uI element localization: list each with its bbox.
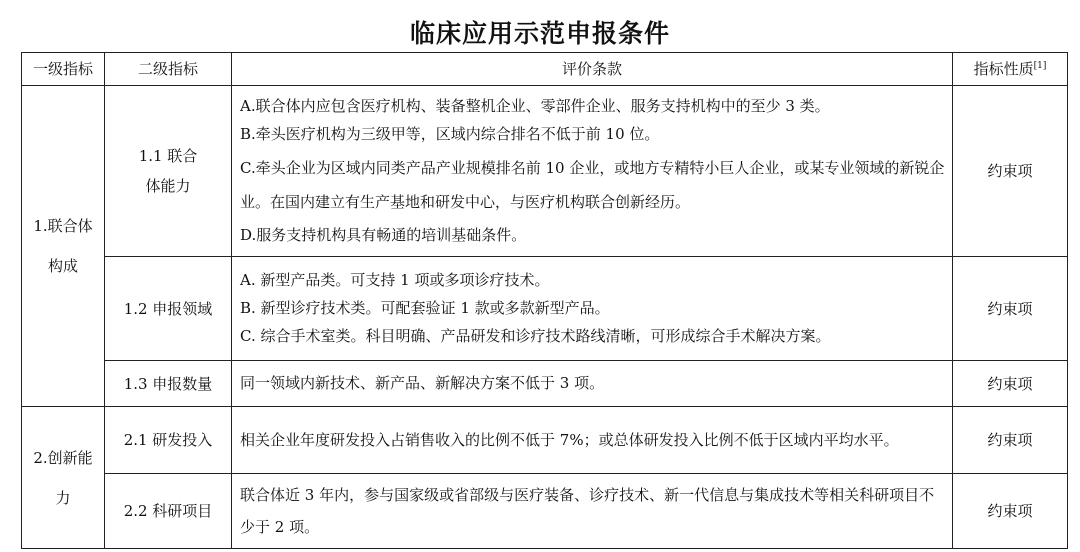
clause-text: 同一领域内新技术、新产品、新解决方案不低于 3 项。 [240,374,605,392]
clause-text: C. 综合手术室类。科目明确、产品研发和诊疗技术路线清晰，可形成综合手术解决方案。 [240,327,831,345]
header-level1: 一级指标 [22,53,105,86]
clause-text: B. 新型诊疗技术类。可配套验证 1 款或多款新型产品。 [240,299,610,317]
level2-cell [105,86,232,257]
clause-text: A.联合体内应包含医疗机构、装备整机企业、零部件企业、服务支持机构中的至少 3 类。 [240,97,830,115]
clause-cell [232,407,953,474]
table-row [22,86,1068,257]
page-title: 临床应用示范申报条件 [409,19,670,48]
nature-cell: 约束项 [953,407,1068,474]
clause-text: C.牵头企业为区域内同类产品产业规模排名前 10 企业，或地方专精特小巨人企业，或某专业领域的新锐企业。在国内建立有生产基地和研发中心，与医疗机构联合创新经历。 [240,159,945,211]
header-nature-label: 指标性质 [973,60,1034,78]
clause-cell [232,86,953,257]
level2-label: 1.1 联合体能力 [138,147,198,195]
level1-cell [22,86,105,407]
level2-cell: 1.3 申报数量 [105,361,232,407]
footnote-marker: [1] [1033,61,1047,71]
criteria-table [21,52,1068,549]
clause-text: D.服务支持机构具有畅通的培训基础条件。 [240,226,527,244]
nature-cell: 约束项 [953,257,1068,361]
nature-cell: 约束项 [953,361,1068,407]
table-row [22,474,1068,549]
table-row [22,361,1068,407]
clause-cell [232,257,953,361]
nature-cell: 约束项 [953,86,1068,257]
clause-cell [232,474,953,549]
level1-label: 1.联合体构成 [33,217,93,275]
clause-text: A. 新型产品类。可支持 1 项或多项诊疗技术。 [240,271,550,289]
header-clause: 评价条款 [232,53,953,86]
level1-cell [22,407,105,549]
header-level2: 二级指标 [105,53,232,86]
level1-label: 2.创新能力 [33,448,93,507]
clause-cell [232,361,953,407]
table-row [22,257,1068,361]
level2-cell: 1.2 申报领域 [105,257,232,361]
clause-text: B.牵头医疗机构为三级甲等，区域内综合排名不低于前 10 位。 [240,125,660,143]
level2-cell: 2.1 研发投入 [105,407,232,474]
clause-text: 相关企业年度研发投入占销售收入的比例不低于 7%；或总体研发投入比例不低于区域内平均水平。 [240,431,899,449]
level2-cell: 2.2 科研项目 [105,474,232,549]
header-nature [953,53,1068,86]
table-row [22,407,1068,474]
clause-text: 联合体近 3 年内，参与国家级或省部级与医疗装备、诊疗技术、新一代信息与集成技术等相关科研项目不少于 2 项。 [240,486,935,536]
nature-cell: 约束项 [953,474,1068,549]
header-row [22,53,1068,86]
